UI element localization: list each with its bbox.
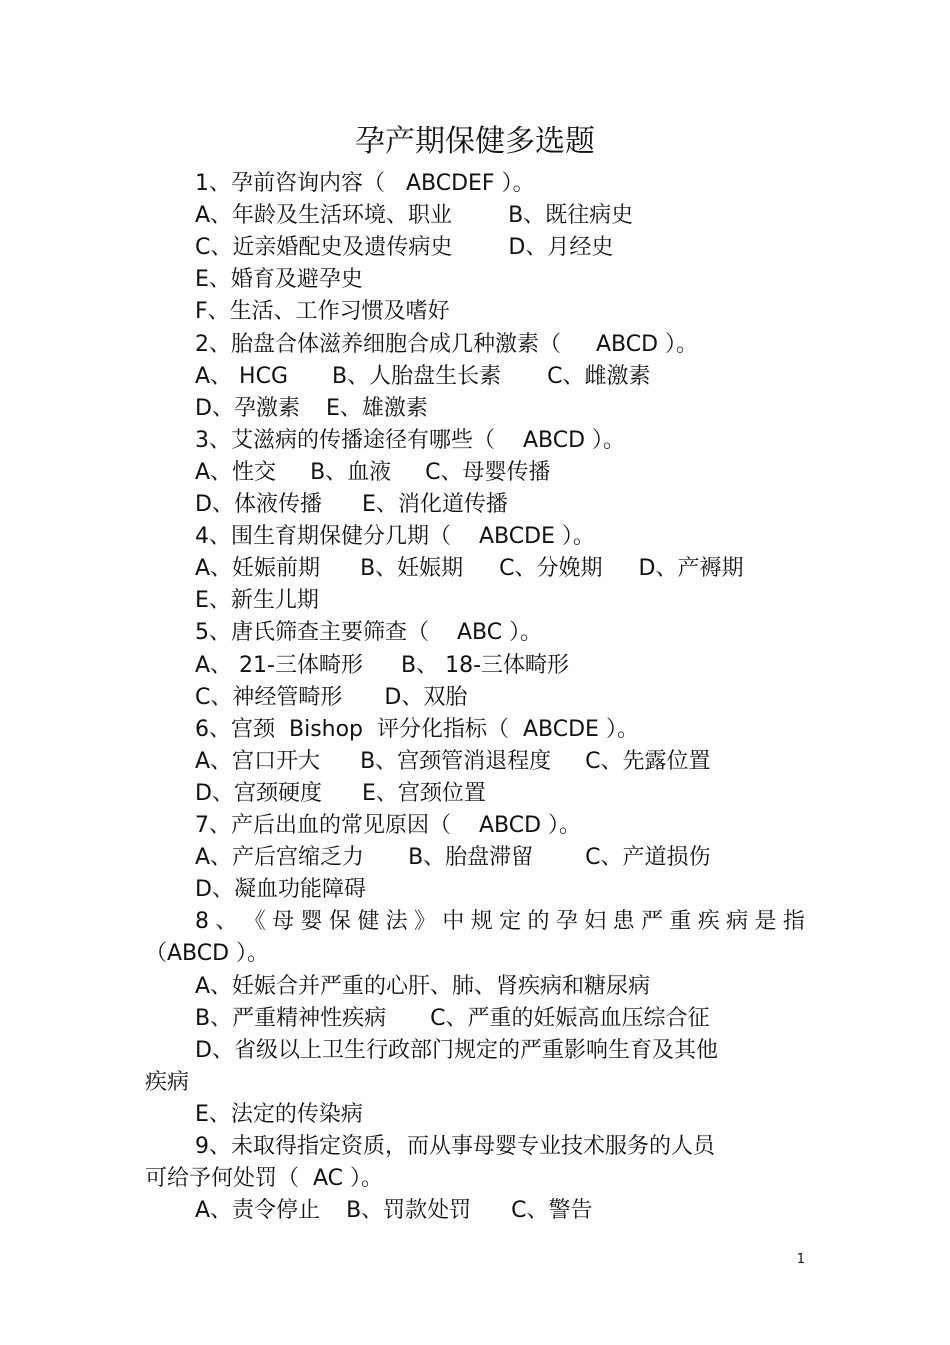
text-segment: D、体液传播 [195, 492, 322, 517]
text-line [195, 682, 467, 714]
text-segment: 可给予何处罚（ AC ）。 [145, 1166, 384, 1192]
text-char: 妇 [584, 909, 607, 935]
text-char: 婴 [300, 909, 323, 935]
text-char: 健 [357, 909, 380, 935]
text-segment: D、产褥期 [638, 556, 744, 582]
text-line [195, 1035, 718, 1067]
text-char: 定 [499, 909, 522, 935]
text-segment: A、妊娠前期 [195, 556, 321, 582]
text-line [195, 971, 650, 1003]
text-line [195, 1195, 593, 1227]
text-segment: E、法定的传染病 [195, 1101, 363, 1127]
text-char: 中 [442, 909, 465, 935]
text-line [195, 425, 625, 457]
text-segment: （ABCD ）。 [145, 941, 270, 967]
text-line [195, 1099, 363, 1131]
text-char: 8 [195, 909, 209, 935]
text-segment: B、严重精神性疾病 [195, 1005, 387, 1031]
text-segment: C、严重的妊娠高血压综合征 [430, 1005, 710, 1031]
text-segment: C、雌激素 [547, 363, 651, 389]
text-char: 母 [272, 909, 295, 935]
text-line [195, 906, 805, 938]
text-segment: C、先露位置 [585, 748, 711, 774]
text-segment: 5、唐氏筛查主要筛查（ ABC ）。 [195, 620, 543, 646]
text-line [195, 746, 711, 778]
text-segment: 疾病 [145, 1069, 190, 1095]
text-char: 重 [669, 909, 692, 935]
page-title: 孕产期保健多选题 [355, 124, 595, 159]
text-segment: 9、未取得指定资质，而从事母婴专业技术服务的人员 [195, 1134, 715, 1159]
text-line [195, 810, 581, 842]
text-line [195, 393, 428, 425]
text-segment: 1、孕前咨询内容（ ABCDEF ）。 [195, 171, 535, 196]
text-line [195, 1003, 709, 1035]
text-segment: C、近亲婚配史及遗传病史 [195, 235, 453, 261]
text-line [195, 874, 366, 906]
text-char: 严 [640, 909, 663, 935]
text-char: 《 [243, 909, 266, 935]
text-segment: B、既往病史 [508, 203, 634, 229]
text-segment: B、血液 [310, 459, 392, 485]
text-line [195, 264, 363, 296]
text-char: 保 [328, 909, 351, 935]
text-line [195, 585, 319, 617]
text-segment: C、神经管畸形 [195, 684, 343, 710]
text-segment: A、妊娠合并严重的心肝、肺、肾疾病和糖尿病 [195, 973, 651, 999]
text-segment: 2、胎盘合体滋养细胞合成几种激素（ ABCD ）。 [195, 331, 699, 357]
text-line [195, 521, 595, 553]
text-line [195, 778, 486, 810]
text-segment: C、产道损伤 [585, 845, 711, 871]
text-segment: 4、围生育期保健分几期（ ABCDE ）。 [195, 524, 595, 550]
text-segment: C、警告 [511, 1198, 593, 1224]
text-char: 病 [726, 909, 749, 935]
text-segment: 7、产后出血的常见原因（ ABCD ）。 [195, 813, 582, 838]
text-segment: A、宫口开大 [195, 748, 321, 774]
text-line [195, 714, 639, 746]
text-segment: D、孕激素 [195, 395, 300, 421]
text-line [195, 200, 633, 232]
text-segment: D、月经史 [508, 235, 614, 261]
text-segment: B、罚款处罚 [346, 1198, 472, 1224]
text-segment: A、 21-三体畸形 [195, 652, 363, 678]
text-segment: B、人胎盘生长素 [332, 363, 502, 389]
text-line [195, 553, 743, 585]
text-line [195, 296, 450, 328]
text-segment: E、宫颈位置 [361, 780, 486, 806]
text-line [195, 842, 711, 874]
text-segment: A、产后宫缩乏力 [195, 845, 365, 871]
text-segment: A、责令停止 [195, 1198, 321, 1224]
text-char: 指 [782, 909, 805, 935]
text-segment: C、分娩期 [499, 556, 603, 582]
text-segment: D、省级以上卫生行政部门规定的严重影响生育及其他 [195, 1037, 718, 1063]
text-line [145, 1067, 189, 1099]
text-segment: D、凝血功能障碍 [195, 877, 366, 903]
text-segment: B、胎盘滞留 [408, 845, 534, 871]
text-line [195, 168, 535, 200]
text-char: 的 [527, 909, 550, 935]
text-char: 规 [470, 909, 493, 935]
text-char: 是 [754, 909, 777, 935]
text-segment: E、雄激素 [325, 395, 428, 421]
text-line [195, 457, 551, 489]
text-line [195, 617, 542, 649]
text-segment: A、性交 [195, 459, 277, 485]
text-segment: F、生活、工作习惯及嗜好 [195, 299, 450, 325]
text-segment: E、消化道传播 [361, 492, 508, 517]
text-line [145, 938, 269, 970]
text-char: 患 [612, 909, 635, 935]
text-line [145, 1163, 383, 1195]
text-char: 疾 [697, 909, 720, 935]
text-segment: E、婚育及避孕史 [195, 267, 363, 293]
text-segment: B、宫颈管消退程度 [360, 748, 552, 774]
text-line [195, 361, 650, 393]
text-segment: E、新生儿期 [195, 588, 319, 614]
text-line [195, 232, 613, 264]
text-line [195, 650, 569, 682]
text-segment: B、妊娠期 [360, 556, 464, 582]
page-number: 1 [796, 1252, 805, 1267]
text-char: 、 [215, 909, 238, 935]
text-segment: 3、艾滋病的传播途径有哪些（ ABCD ）。 [195, 427, 626, 453]
text-segment: A、 HCG [195, 363, 288, 389]
text-char: 孕 [555, 909, 578, 935]
text-line [195, 329, 698, 361]
text-char: 》 [413, 909, 436, 935]
text-segment: A、年龄及生活环境、职业 [195, 203, 453, 229]
text-segment: B、 18-三体畸形 [400, 652, 570, 678]
text-segment: D、宫颈硬度 [195, 780, 322, 806]
text-segment: D、双胎 [384, 684, 468, 710]
text-line [195, 1131, 715, 1163]
text-line [195, 489, 508, 521]
text-segment: 6、宫颈 Bishop 评分化指标（ ABCDE ）。 [195, 716, 639, 742]
text-char: 法 [385, 909, 408, 935]
text-segment: C、母婴传播 [425, 459, 551, 485]
